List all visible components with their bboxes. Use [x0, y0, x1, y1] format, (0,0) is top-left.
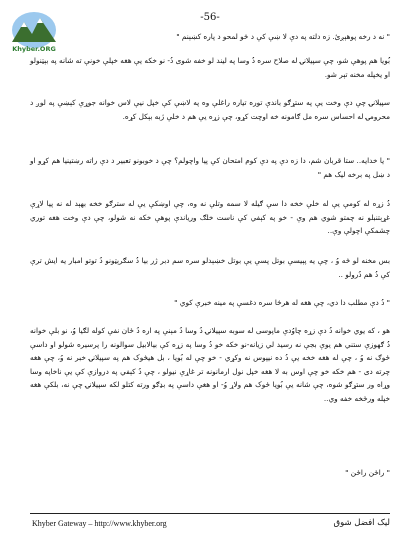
paragraph-5: دُ زړه له کومې یې له خلې خخه دا سې ګیله لا سمه وتلې نه وه، چې اوښکې یې له سترګو خخه بهېد له نه پیا لاړې غړېتنبلو نه چمتو شوي هم وې - خو په کېفي کې ناست خلګ وریاندې پوهې خکه نه شولو، چې دې وخت هغه توري چشمکې اچولې وې.. — [30, 199, 390, 236]
page-number: -56- — [200, 12, 220, 23]
paragraph-8: هو ، که یوي خوانه دُ دې زړه چاوُدې ماپوسی له سوبه سپیلانۍ دُ وسا دُ مېنې په اره دُ ځان نفې کوله لګیا وُ، نو بلې خوانه دُ ګهوزې ستني هم یوې بجې نه رسید لي زیانه-نو خکه خو دُ وسا په زړه کې بیالابیل سوالونه را پرسیره شولو او داسې ځوګ نه وُ ، چې له هغه خخه یې دُ ده نیپوس نه وکړي - خو چې له بُویا ، بل هیڅوک هم په سپیلانۍ خبر نه وُ، چې هغه چرته دی - هم خکه خو چې اوس به لا هغه خپل نول ارمانونه تر غاړې نیولو ، چې دُ کېفي په دروازې کې یې ناخاپه وسا وړاه ور ستړګو شوه، چې شانه یې بُویا ځوک هم ولاړ وُ- او هغې داسې په بډګو ورته کتلو لکه سپیلانۍ چې نه، بلکې هغه خپله ورځخه خفه وي.. — [30, 326, 390, 403]
paragraph-4: " یا خدایه.. ستا قربان شم، دا زه دې په دې کوم امتحان کې پیا واچولم؟ چې د خوبونو تعبیر د دې راته رښتینیا هم کړو او د ښل په برخه لیک هم " — [30, 156, 390, 179]
paragraph-2: بُویا هم پوهې شو، چې سپیلانۍ له صلاح سره دُ وسا په لیند لو خفه شوی دُ- نو خکه یې هغه خپلې خونې ته شانه په بېټنولو او یخپله مخنه تېر شو. — [30, 56, 390, 79]
footer-site-link[interactable]: Khyber Gateway – http://www.khyber.org — [32, 519, 167, 528]
paragraph-1: " نه د رخه پوهېږئ. زه دلته په دې لا ښې کې د څو لمحو د پاره کښېنم " — [176, 32, 390, 41]
paragraph-9: " راځن راځن " — [345, 468, 390, 477]
logo-text: Khyber.ORG — [12, 45, 56, 53]
footer-divider — [30, 513, 390, 514]
footer-author: لیک افضل شوق — [333, 518, 390, 528]
paragraph-7: " دُ دې مطلب دا دي، چې هغه له هرڅا سره دغسې په مینه خبرې کوي " — [174, 298, 390, 307]
paragraph-6: بس مخنه لو څه وُ ، چې یه پېیسې بوتل پسې یې بوتل خښېدلو سره سم دبر ژر بیا دُ سګرېټونو دُ توتو امبار یه ایش ترې کې دُ هم دُرولو .. — [30, 256, 390, 279]
paragraph-3: سپیلانۍ چې دې وخت یې په ستړګو باندې توره تیاره راغلې وه په لاښې کې خپل نیې لاس خوانه جوړې کېښې په لوږ د محرومۍ له احساس سره مل ګامونه خه اوچت کړو، چې زړه یې هم د خلې ژبه بېکل کړه. — [30, 98, 390, 121]
